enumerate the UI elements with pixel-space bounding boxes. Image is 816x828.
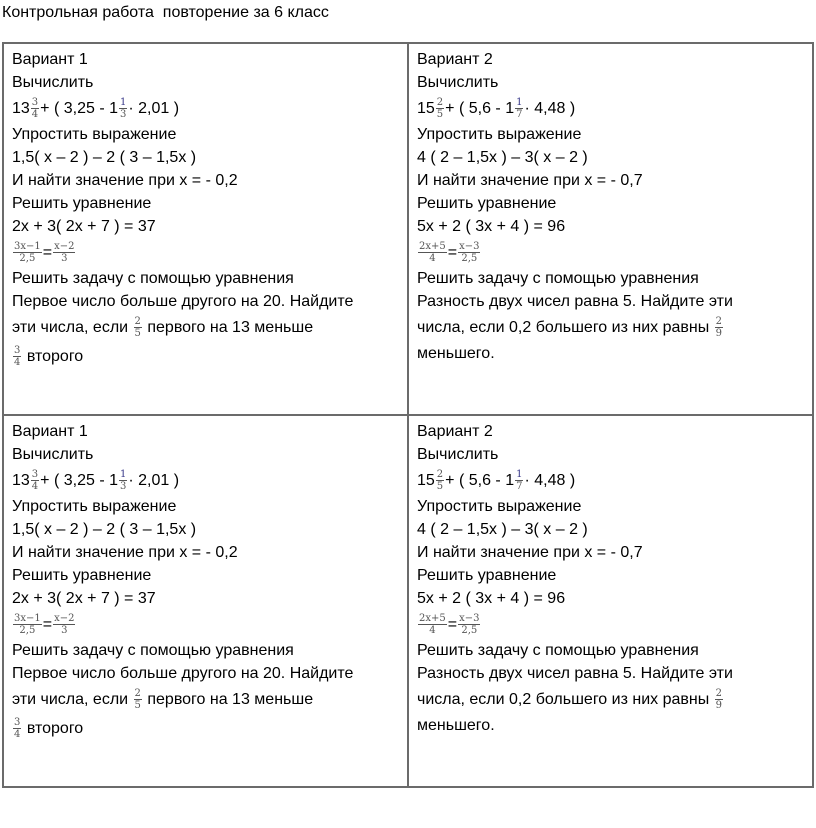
text-line (12, 290, 399, 313)
text-line (417, 495, 804, 518)
text-segment: Вариант 1 (12, 51, 88, 68)
text-line (417, 169, 804, 192)
text-line (12, 443, 399, 466)
fraction-numerator: 2 (715, 688, 723, 699)
text-line (12, 518, 399, 541)
fraction (418, 241, 447, 264)
fraction-numerator: 1 (516, 97, 523, 108)
text-segment: Первое число больше другого на 20. Найдите (12, 665, 354, 682)
fraction (715, 688, 723, 711)
text-line (417, 610, 804, 639)
text-line (417, 146, 804, 169)
text-segment: Решить задачу с помощью уравнения (417, 270, 699, 287)
text-segment: · 2,01 ) (128, 472, 180, 489)
variant-cell (408, 415, 813, 787)
text-line (417, 48, 804, 71)
text-segment: числа, если 0,2 большего из них равны (417, 691, 714, 708)
text-line (417, 290, 804, 313)
fraction-numerator: 2 (436, 469, 444, 480)
table-row (3, 415, 813, 787)
text-line (417, 420, 804, 443)
text-segment: второго (22, 720, 84, 737)
fraction-denominator: 9 (715, 700, 723, 711)
text-segment: Вариант 1 (12, 423, 88, 440)
fraction-numerator: x−2 (54, 241, 75, 252)
text-line (12, 169, 399, 192)
text-line (417, 192, 804, 215)
fraction (13, 717, 21, 740)
fraction-numerator: 2 (134, 316, 141, 327)
fraction-numerator: 3 (31, 469, 39, 480)
fraction-denominator: 7 (516, 481, 523, 492)
text-line (417, 564, 804, 587)
fraction-denominator: 7 (516, 109, 523, 120)
text-segment: И найти значение при x = - 0,7 (417, 172, 643, 189)
text-segment: Вычислить (12, 74, 94, 91)
fraction-numerator: 2x+5 (419, 613, 446, 624)
fraction-denominator: 4 (429, 625, 436, 636)
text-segment: = (447, 244, 458, 261)
text-line (12, 313, 399, 342)
fraction-numerator: 3x−1 (14, 241, 41, 252)
fraction-denominator: 2,5 (19, 625, 36, 636)
text-line (12, 639, 399, 662)
variant-cell (3, 415, 408, 787)
text-segment: = (42, 244, 53, 261)
text-segment: 15 (417, 100, 435, 117)
text-line (12, 587, 399, 610)
text-line (417, 267, 804, 290)
fraction-numerator: 2 (134, 688, 141, 699)
text-line (12, 662, 399, 685)
fraction-denominator: 5 (134, 328, 141, 339)
text-segment: + ( 5,6 - 1 (445, 472, 515, 489)
fraction-denominator: 9 (715, 328, 723, 339)
text-segment: И найти значение при x = - 0,2 (12, 544, 238, 561)
text-segment: второго (22, 348, 84, 365)
text-segment: Решить задачу с помощью уравнения (417, 642, 699, 659)
fraction-numerator: 2 (436, 97, 444, 108)
text-segment: 4 ( 2 – 1,5x ) – 3( x – 2 ) (417, 149, 588, 166)
text-segment: + ( 5,6 - 1 (445, 100, 515, 117)
fraction-denominator: 2,5 (461, 625, 478, 636)
text-line (417, 443, 804, 466)
text-segment: 5x + 2 ( 3x + 4 ) = 96 (417, 218, 566, 235)
fraction-denominator: 4 (31, 109, 39, 120)
fraction-denominator: 3 (120, 481, 127, 492)
fraction-numerator: 3 (31, 97, 39, 108)
text-line (417, 238, 804, 267)
text-line (417, 313, 804, 342)
text-line (417, 466, 804, 495)
fraction (13, 613, 42, 636)
text-segment: Решить уравнение (417, 195, 557, 212)
fraction (31, 469, 39, 492)
text-segment: эти числа, если (12, 319, 133, 336)
fraction-numerator: 1 (120, 469, 127, 480)
fraction-denominator: 4 (429, 253, 436, 264)
text-line (12, 466, 399, 495)
text-segment: И найти значение при x = - 0,7 (417, 544, 643, 561)
text-segment: · 2,01 ) (128, 100, 180, 117)
fraction-numerator: 2x+5 (419, 241, 446, 252)
text-line (417, 639, 804, 662)
fraction (134, 688, 142, 711)
fraction (31, 97, 39, 120)
text-line (12, 192, 399, 215)
text-line (12, 267, 399, 290)
fraction (436, 97, 444, 120)
text-segment: Вычислить (417, 74, 499, 91)
document-title: Контрольная работа повторение за 6 класс (2, 4, 329, 21)
text-segment: Вариант 2 (417, 423, 493, 440)
text-segment: = (42, 616, 53, 633)
text-line (12, 541, 399, 564)
text-segment: 2x + 3( 2x + 7 ) = 37 (12, 590, 156, 607)
fraction-denominator: 5 (436, 481, 444, 492)
fraction (458, 613, 480, 636)
text-segment: Решить уравнение (12, 195, 152, 212)
fraction-numerator: 2 (715, 316, 723, 327)
text-line (12, 71, 399, 94)
text-segment: Вариант 2 (417, 51, 493, 68)
text-segment: 13 (12, 100, 30, 117)
text-segment: Решить уравнение (417, 567, 557, 584)
text-segment: Разность двух чисел равна 5. Найдите эти (417, 293, 733, 310)
text-segment: 15 (417, 472, 435, 489)
text-segment: числа, если 0,2 большего из них равны (417, 319, 714, 336)
text-segment: · 4,48 ) (524, 472, 576, 489)
text-line (417, 518, 804, 541)
fraction (134, 316, 142, 339)
text-line (12, 564, 399, 587)
fraction-numerator: x−3 (459, 613, 480, 624)
text-line (417, 342, 804, 365)
variants-table (2, 42, 814, 788)
fraction-denominator: 4 (14, 729, 21, 740)
fraction (119, 97, 127, 120)
text-segment: 1,5( x – 2 ) – 2 ( 3 – 1,5x ) (12, 521, 197, 538)
text-line (12, 495, 399, 518)
text-segment: · 4,48 ) (524, 100, 576, 117)
text-segment: Вычислить (417, 446, 499, 463)
text-line (417, 685, 804, 714)
text-line (417, 714, 804, 737)
text-line (417, 123, 804, 146)
fraction-denominator: 4 (14, 357, 21, 368)
text-line (417, 587, 804, 610)
text-segment: 1,5( x – 2 ) – 2 ( 3 – 1,5x ) (12, 149, 197, 166)
text-segment: 2x + 3( 2x + 7 ) = 37 (12, 218, 156, 235)
fraction-denominator: 2,5 (19, 253, 36, 264)
fraction (418, 613, 447, 636)
fraction-numerator: 3x−1 (14, 613, 41, 624)
text-segment: 5x + 2 ( 3x + 4 ) = 96 (417, 590, 566, 607)
text-segment: первого на 13 меньше (142, 691, 314, 708)
variant-cell (408, 43, 813, 415)
text-line (12, 48, 399, 71)
text-line (417, 71, 804, 94)
text-line (417, 541, 804, 564)
fraction-denominator: 4 (31, 481, 39, 492)
text-segment: Упростить выражение (417, 126, 582, 143)
fraction (119, 469, 127, 492)
fraction (436, 469, 444, 492)
variant-cell (3, 43, 408, 415)
text-line (12, 215, 399, 238)
text-segment: Решить задачу с помощью уравнения (12, 642, 294, 659)
fraction (53, 241, 75, 264)
text-segment: = (447, 616, 458, 633)
fraction-denominator: 5 (134, 700, 141, 711)
fraction-denominator: 3 (61, 625, 68, 636)
fraction-numerator: 1 (120, 97, 127, 108)
text-segment: 13 (12, 472, 30, 489)
table-row (3, 43, 813, 415)
fraction-numerator: 3 (14, 345, 21, 356)
text-line (417, 94, 804, 123)
text-segment: первого на 13 меньше (142, 319, 314, 336)
text-segment: меньшего. (417, 345, 495, 362)
fraction-denominator: 3 (61, 253, 68, 264)
text-line (12, 714, 399, 743)
text-line (12, 610, 399, 639)
text-line (12, 420, 399, 443)
fraction (515, 97, 523, 120)
text-segment: Упростить выражение (417, 498, 582, 515)
text-segment: Упростить выражение (12, 126, 177, 143)
fraction-denominator: 3 (120, 109, 127, 120)
text-line (12, 123, 399, 146)
text-line (417, 662, 804, 685)
text-segment: эти числа, если (12, 691, 133, 708)
fraction (515, 469, 523, 492)
fraction-numerator: x−3 (459, 241, 480, 252)
text-segment: + ( 3,25 - 1 (40, 100, 118, 117)
text-line (417, 215, 804, 238)
text-segment: + ( 3,25 - 1 (40, 472, 118, 489)
text-segment: Решить задачу с помощью уравнения (12, 270, 294, 287)
text-segment: Упростить выражение (12, 498, 177, 515)
fraction-denominator: 2,5 (461, 253, 478, 264)
fraction (53, 613, 75, 636)
fraction-numerator: 1 (516, 469, 523, 480)
text-segment: меньшего. (417, 717, 495, 734)
text-segment: Решить уравнение (12, 567, 152, 584)
text-line (12, 94, 399, 123)
text-segment: Вычислить (12, 446, 94, 463)
fraction (13, 241, 42, 264)
fraction-numerator: 3 (14, 717, 21, 728)
text-line (12, 342, 399, 371)
fraction (715, 316, 723, 339)
text-segment: Разность двух чисел равна 5. Найдите эти (417, 665, 733, 682)
fraction (458, 241, 480, 264)
text-segment: Первое число больше другого на 20. Найдите (12, 293, 354, 310)
text-line (12, 146, 399, 169)
text-line (12, 685, 399, 714)
text-line (12, 238, 399, 267)
fraction-numerator: x−2 (54, 613, 75, 624)
fraction (13, 345, 21, 368)
fraction-denominator: 5 (436, 109, 444, 120)
text-segment: 4 ( 2 – 1,5x ) – 3( x – 2 ) (417, 521, 588, 538)
text-segment: И найти значение при x = - 0,2 (12, 172, 238, 189)
